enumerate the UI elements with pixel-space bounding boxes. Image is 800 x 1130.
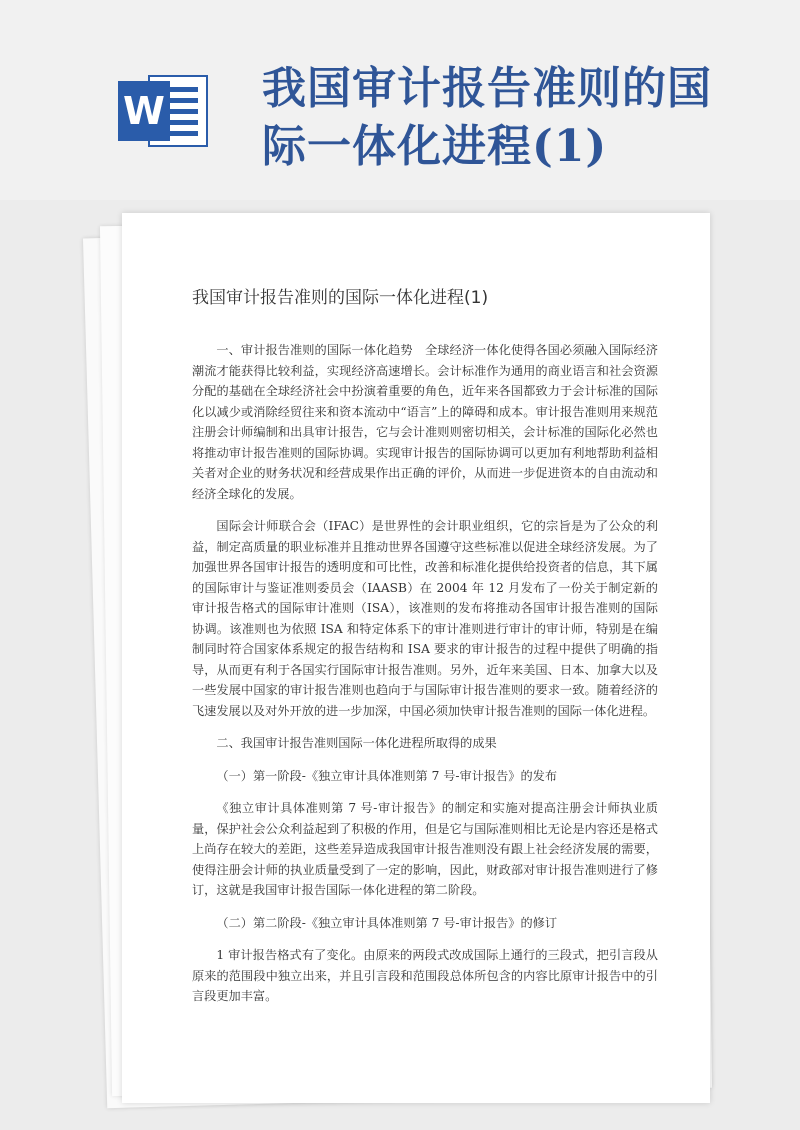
banner-title: 我国审计报告准则的国际一体化进程(1) bbox=[262, 63, 712, 172]
paragraph-4: 1 审计报告格式有了变化。由原来的两段式改成国际上通行的三段式，把引言段从原来的范围段中独立出来，并且引言段和范围段总体所包含的内容比原审计报告中的引言段更加丰富。 bbox=[192, 948, 658, 1003]
document-title: 我国审计报告准则的国际一体化进程(1) bbox=[192, 288, 489, 308]
document-page bbox=[122, 213, 710, 1103]
subsection-heading-1: （一）第一阶段-《独立审计具体准则第 7 号-审计报告》的发布 bbox=[216, 768, 558, 783]
paragraph-1: 一、审计报告准则的国际一体化趋势 全球经济一体化使得各国必须融入国际经济潮流才能获得比较利益，实现经济高速增长。会计标准作为通用的商业语言和社会资源分配的基础在全球经济社会中扮演着重要的角色，近年来各国都致力于会计标准的国际化以减少或消除经贸往来和资本流动中“语言”上的障碍和成本。审计报告准则用来规范注册会计师编制和出具审计报告，它与会计准则则密切相关，会计标准的国际化必然也将推动审计报告准则的国际协调。实现审计报告的国际协调可以更加有利地帮助利益相关者对企业的财务状况和经营成果作出正确的评价，从而进一步促进资本的自由流动和经济全球化的发展。 bbox=[192, 343, 658, 501]
section-heading-2: 二、我国审计报告准则国际一体化进程所取得的成果 bbox=[216, 736, 497, 750]
subsection-heading-2: （二）第二阶段-《独立审计具体准则第 7 号-审计报告》的修订 bbox=[216, 915, 558, 930]
word-document-icon bbox=[118, 73, 210, 149]
word-letter: W bbox=[118, 81, 170, 141]
paragraph-3: 《独立审计具体准则第 7 号-审计报告》的制定和实施对提高注册会计师执业质量，保护社会公众利益起到了积极的作用，但是它与国际准则相比无论是内容还是格式上尚存在较大的差距，这些差异造成我国审计报告准则没有跟上社会经济发展的需要，使得注册会计师的执业质量受到了一定的影响，因此，财政部对审计报告准则进行了修订，这就是我国审计报告国际一体化进程的第二阶段。 bbox=[192, 801, 658, 897]
header-banner bbox=[0, 0, 800, 200]
paragraph-2: 国际会计师联合会（IFAC）是世界性的会计职业组织，它的宗旨是为了公众的利益，制定高质量的职业标准并且推动世界各国遵守这些标准以促进全球经济发展。为了加强世界各国审计报告的透明度和可比性，改善和标准化提供给投资者的信息，其下属的国际审计与鉴证准则委员会（IAASB）在 2004 年 12 月发布了一份关于制定新的审计报告格式的国际审计准则（ISA），该准则的发布将推动各国审计报告准则的国际协调。该准则也为依照 ISA 和特定体系下的审计准则进行审计的审计师，特别是在编制同时符合国家体系规定的报告结构和 ISA 要求的审计报告的过程中提供了明确的指导，从而更有利于各国实行国际审计报告准则。另外，近年来美国、日本、加拿大以及一些发展中国家的审计报告准则也趋向于与国际审计报告准则的要求一致。随着经济的飞速发展以及对外开放的进一步加深，中国必须加快审计报告准则的国际一体化进程。 bbox=[192, 519, 658, 718]
